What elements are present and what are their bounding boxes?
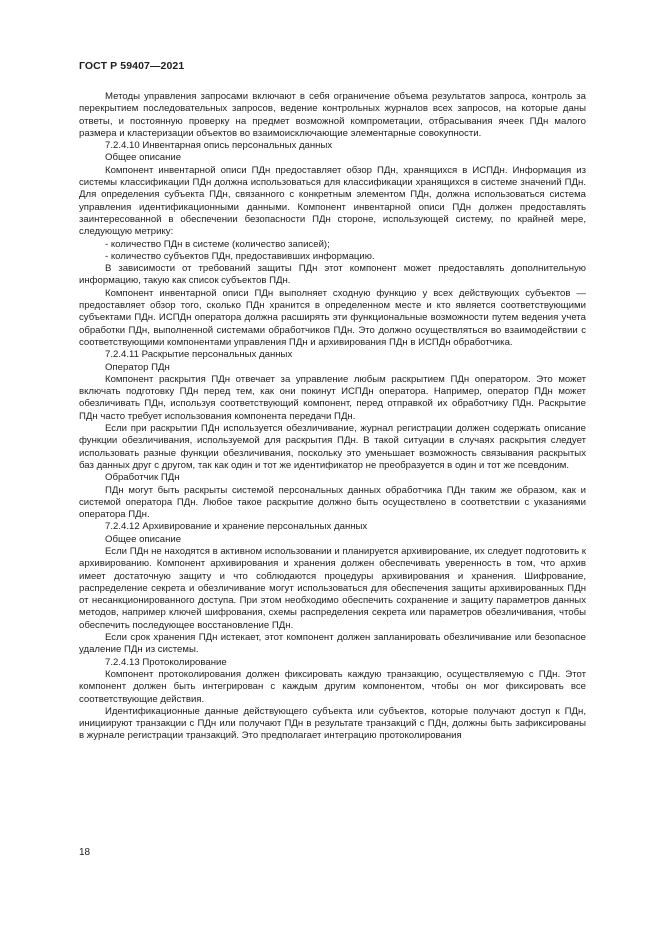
- subsection-heading: Общее описание: [105, 533, 182, 545]
- list-item: - количество субъектов ПДн, предоставивших информацию.: [105, 250, 375, 262]
- section-heading: 7.2.4.12 Архивирование и хранение персональных данных: [105, 521, 368, 533]
- paragraph: Если ПДн не находятся в активном использовании и планируется архивирование, их следует подготовить к архивированию. Компонент архивирования и хранения должен обеспечивать уверенность в том, что архив имеет достаточную защиту и что соблюдаются процедуры архивирования и хранения. Шифрование, распределение секрета и обезличивание могут использоваться для обеспечения защиты архивированных ПДн от несанкционированного доступа. При этом необходимо обеспечить сохранение и защиту параметров данных методов, например ключей шифрования, схемы распределения секрета или параметров обезличивания, чтобы обеспечить последующее восстановление ПДн.: [79, 545, 586, 631]
- section-heading: 7.2.4.13 Протоколирование: [105, 656, 227, 668]
- document-body: [79, 91, 586, 743]
- list-item: - количество ПДн в системе (количество записей);: [105, 238, 330, 250]
- standard-code-header: ГОСТ Р 59407—2021: [79, 60, 185, 72]
- page-number: 18: [79, 847, 91, 858]
- subsection-heading: Общее описание: [105, 152, 182, 164]
- paragraph: ПДн могут быть раскрыты системой персональных данных обработчика ПДн таким же образом, как и системой оператора ПДн. Любое такое раскрытие должно быть осуществлено в соответствии с указаниями оператора ПДн.: [79, 484, 586, 521]
- paragraph: Идентификационные данные действующего субъекта или субъектов, которые получают доступ к ПДн, инициируют транзакции с ПДн или получают ПДн в результате транзакций с ПДн, должны быть зафиксированы в журнале регистрации транзакций. Это предполагает интеграцию протоколирования: [79, 705, 586, 742]
- paragraph: Методы управления запросами включают в себя ограничение объема результатов запроса, контроль за перекрытием последовательных запросов, ведение контрольных журналов всех запросов, на которые даны ответы, и постоянную проверку на предмет возможной компрометации, отбрасывания ячеек ПДн малого размера и кластеризации объектов во взаимоисключающие элементарные совокупности.: [79, 91, 586, 139]
- paragraph: Компонент инвентарной описи ПДн выполняет сходную функцию у всех действующих субъектов — предоставляет обзор того, сколько ПДн хранится в определенном месте и кто является соответствующими субъектами ПДн. ИСПДн оператора должна расширять эти функциональные возможности путем ведения учета обработки ПДн, выполненной системами обработчиков ПДн. Это должно осуществляться во взаимодействии с соответствующими компонентами управления ПДн и архивирования ПДн в ИСПДн обработчика.: [79, 287, 586, 348]
- subsection-heading: Обработчик ПДн: [105, 472, 180, 484]
- paragraph: Компонент инвентарной описи ПДн предоставляет обзор ПДн, хранящихся в ИСПДн. Информация из системы классификации ПДн должна использоваться для классификации хранящихся в системе значений ПДн. Для определения субъекта ПДн, связанного с конкретным элементом ПДн, должна использоваться система управления идентификационными данными. Компонент инвентарной описи ПДн должен предоставлять заинтересованной в обеспечении безопасности ПДн стороне, использующей систему, по крайней мере, следующую метрику:: [79, 164, 586, 238]
- paragraph: Если при раскрытии ПДн используется обезличивание, журнал регистрации должен содержать описание функции обезличивания, используемой для раскрытия ПДн. В такой ситуации в случаях раскрытия следует использовать разные функции обезличивания, поскольку это уменьшает возможность связывания раскрытых баз данных друг с другом, так как один и тот же идентификатор не преобразуется в один и тот же псевдоним.: [79, 423, 586, 471]
- section-heading: 7.2.4.11 Раскрытие персональных данных: [105, 349, 293, 361]
- paragraph: Компонент раскрытия ПДн отвечает за управление любым раскрытием ПДн оператором. Это может включать подготовку ПДн перед тем, как они покинут ИСПДн оператора. Например, оператор ПДн может обезличивать ПДн, используя соответствующий компонент, перед отправкой их обработчику ПДн. Раскрытие ПДн часто требует использования компонента передачи ПДн.: [79, 373, 586, 422]
- subsection-heading: Оператор ПДн: [105, 361, 170, 373]
- paragraph: Если срок хранения ПДн истекает, этот компонент должен запланировать обезличивание или безопасное удаление ПДн из системы.: [79, 632, 586, 656]
- section-heading: 7.2.4.10 Инвентарная опись персональных данных: [105, 140, 333, 152]
- paragraph: Компонент протоколирования должен фиксировать каждую транзакцию, осуществляемую с ПДн. Этот компонент должен быть интегрирован с каждым другим компонентом, чтобы он мог фиксировать все соответствующие действия.: [79, 668, 586, 705]
- paragraph: В зависимости от требований защиты ПДн этот компонент может предоставлять дополнительную информацию, такую как список субъектов ПДн.: [79, 263, 586, 287]
